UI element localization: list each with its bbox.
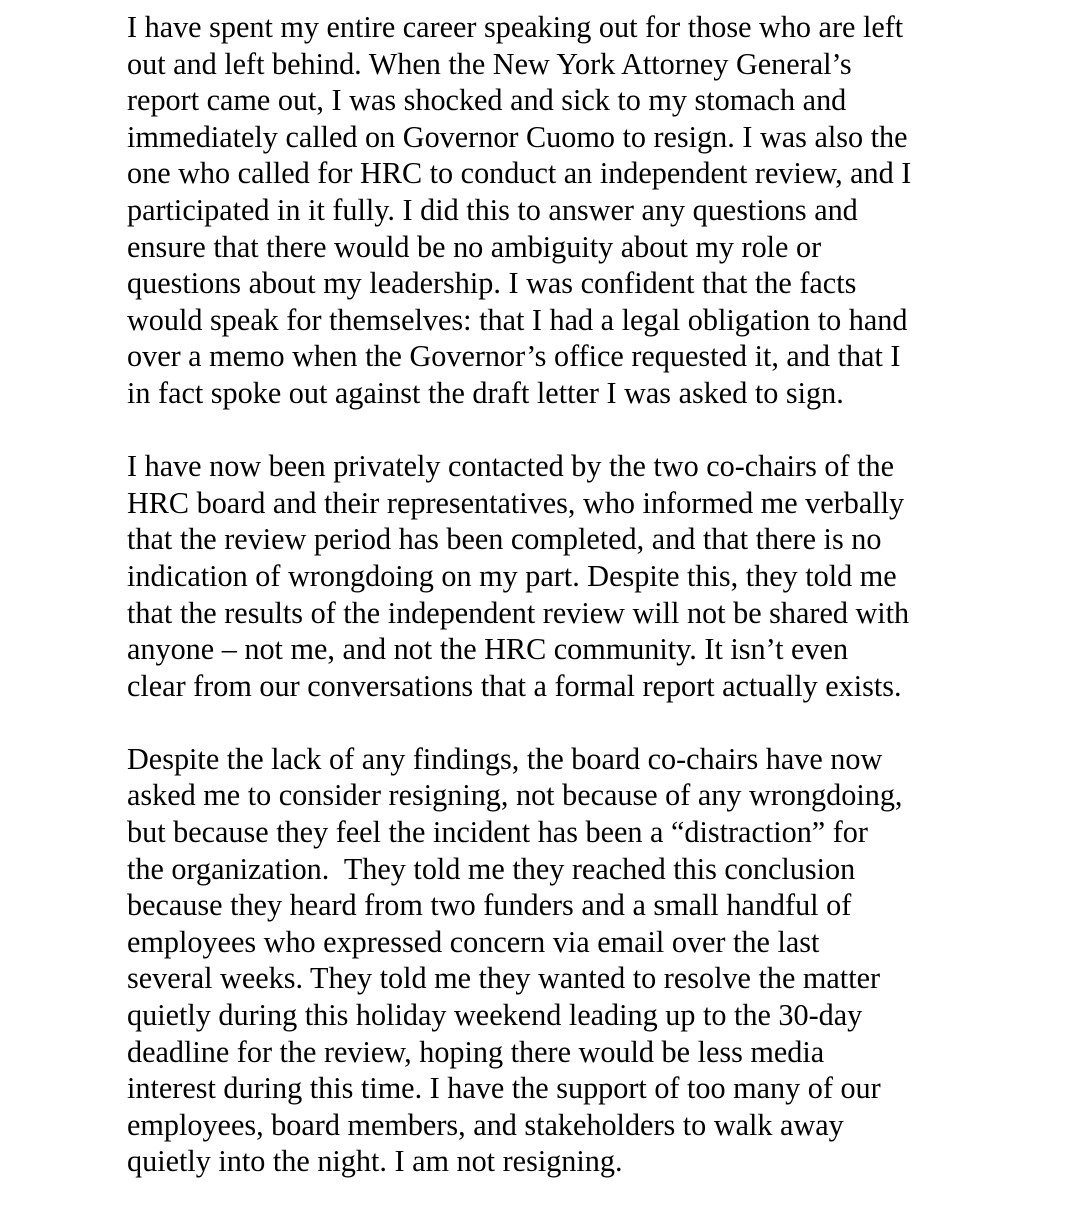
paragraph-line: the organization. They told me they reached this conclusion [127,851,856,886]
paragraph-line: deadline for the review, hoping there would be less media [127,1034,825,1069]
paragraph-line: employees who expressed concern via email over the last [127,924,820,959]
paragraph-line: report came out, I was shocked and sick to my stomach and [127,83,847,118]
paragraph-line: that the results of the independent review will not be shared with [127,595,910,630]
paragraph-line: in fact spoke out against the draft letter I was asked to sign. [127,375,844,410]
paragraph-line: participated in it fully. I did this to answer any questions and [127,192,858,227]
paragraph-line: Despite the lack of any findings, the board co-chairs have now [127,741,883,776]
paragraph-line: several weeks. They told me they wanted to resolve the matter [127,961,881,996]
statement-text [127,9,1027,1217]
paragraph-line: interest during this time. I have the support of too many of our [127,1071,881,1106]
paragraph-line: questions about my leadership. I was confident that the facts [127,266,857,301]
paragraph-line: over a memo when the Governor’s office requested it, and that I [127,339,901,374]
paragraph-line: but because they feel the incident has been a “distraction” for [127,815,868,850]
paragraph-line: quietly into the night. I am not resigning. [127,1144,623,1179]
paragraph-line: asked me to consider resigning, not because of any wrongdoing, [127,778,903,813]
paragraph-3 [127,741,1027,1180]
paragraph-line: that the review period has been completed, and that there is no [127,522,882,557]
paragraph-line: clear from our conversations that a formal report actually exists. [127,668,902,703]
paragraph-line: employees, board members, and stakeholders to walk away [127,1107,844,1142]
paragraph-line: out and left behind. When the New York Attorney General’s [127,46,852,81]
paragraph-line: because they heard from two funders and a small handful of [127,888,852,923]
paragraph-line: one who called for HRC to conduct an independent review, and I [127,156,912,191]
paragraph-line: would speak for themselves: that I had a legal obligation to hand [127,302,908,337]
paragraph-line: immediately called on Governor Cuomo to resign. I was also the [127,119,908,154]
paragraph-line: HRC board and their representatives, who informed me verbally [127,485,905,520]
paragraph-2 [127,448,1027,704]
paragraph-line: quietly during this holiday weekend leading up to the 30-day [127,998,863,1033]
paragraph-1 [127,9,1027,412]
paragraph-line: anyone – not me, and not the HRC community. It isn’t even [127,632,849,667]
paragraph-line: ensure that there would be no ambiguity about my role or [127,229,822,264]
paragraph-line: indication of wrongdoing on my part. Despite this, they told me [127,558,897,593]
paragraph-line: I have now been privately contacted by the two co-chairs of the [127,449,894,484]
paragraph-line: I have spent my entire career speaking out for those who are left [127,10,904,44]
